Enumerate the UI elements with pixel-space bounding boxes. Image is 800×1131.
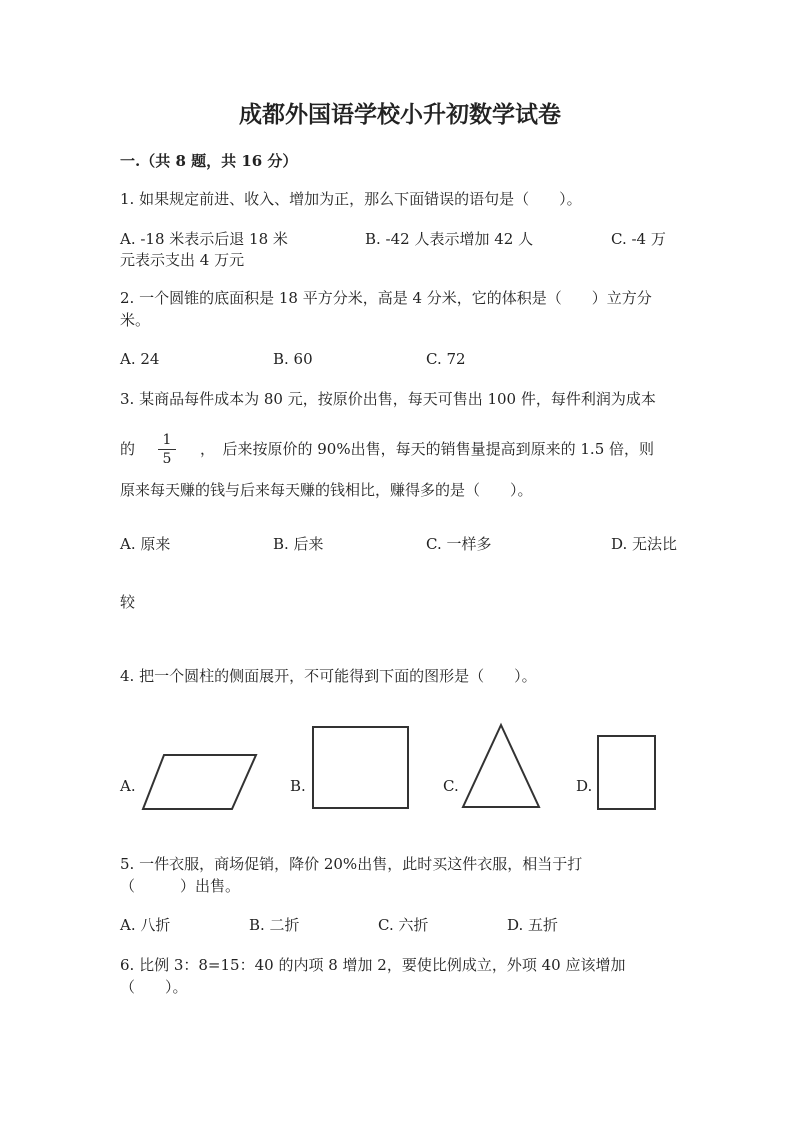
- triangle-shape: [460, 722, 542, 810]
- q1-option-b: B. -42 人表示增加 42 人: [365, 230, 534, 248]
- q3-option-d: D. 无法比: [611, 535, 678, 553]
- fraction-denominator: 5: [162, 451, 172, 467]
- q2-stem-line2: 米。: [120, 311, 151, 329]
- q4-option-a-label: A.: [120, 777, 136, 795]
- q5-option-a: A. 八折: [120, 916, 171, 934]
- q3-line3: 原来每天赚的钱与后来每天赚的钱相比，赚得多的是（ ）。: [120, 481, 533, 499]
- parallelogram-shape: [140, 752, 260, 812]
- q1-option-c-continued: 元表示支出 4 万元: [120, 251, 245, 269]
- q6-line1: 6. 比例 3：8=15：40 的内项 8 增加 2，要使比例成立，外项 40 应该增加: [120, 956, 626, 974]
- q4-option-c-label: C.: [443, 777, 459, 795]
- page-title: 成都外国语学校小升初数学试卷: [239, 101, 561, 128]
- q3-line2-prefix: 的: [120, 440, 136, 458]
- q3-option-d-continued: 较: [120, 593, 136, 611]
- q1-option-c: C. -4 万: [611, 230, 666, 248]
- q4-option-d-label: D.: [576, 777, 593, 795]
- q1-stem: 1. 如果规定前进、收入、增加为正，那么下面错误的语句是（ ）。: [120, 190, 582, 208]
- q2-option-b: B. 60: [273, 350, 313, 368]
- fraction-numerator: 1: [162, 432, 172, 448]
- q3-fraction: [158, 432, 176, 467]
- q3-option-b: B. 后来: [273, 535, 324, 553]
- fraction-bar: [158, 449, 176, 450]
- section-heading: 一.（共 8 题，共 16 分）: [120, 152, 298, 170]
- q5-option-c: C. 六折: [378, 916, 429, 934]
- q2-option-a: A. 24: [120, 350, 160, 368]
- q3-option-c: C. 一样多: [426, 535, 492, 553]
- q2-stem-line1: 2. 一个圆锥的底面积是 18 平方分米，高是 4 分米，它的体积是（ ）立方分: [120, 289, 652, 307]
- q3-line2-suffix: ， 后来按原价的 90%出售，每天的销售量提高到原来的 1.5 倍，则: [200, 440, 655, 458]
- q5-option-d: D. 五折: [507, 916, 559, 934]
- rectangle-shape-wide: [311, 725, 411, 811]
- q1-option-a: A. -18 米表示后退 18 米: [120, 230, 288, 248]
- q5-option-b: B. 二折: [249, 916, 300, 934]
- q3-line1: 3. 某商品每件成本为 80 元，按原价出售，每天可售出 100 件，每件利润为成本: [120, 390, 656, 408]
- q5-line1: 5. 一件衣服，商场促销，降价 20%出售，此时买这件衣服，相当于打: [120, 855, 583, 873]
- q3-option-a: A. 原来: [120, 535, 171, 553]
- q6-line2: （ ）。: [120, 978, 188, 996]
- q5-line2: （ ）出售。: [120, 877, 241, 895]
- q4-option-b-label: B.: [290, 777, 306, 795]
- q2-option-c: C. 72: [426, 350, 466, 368]
- rectangle-shape-tall: [596, 734, 658, 812]
- q4-stem: 4. 把一个圆柱的侧面展开，不可能得到下面的图形是（ ）。: [120, 667, 537, 685]
